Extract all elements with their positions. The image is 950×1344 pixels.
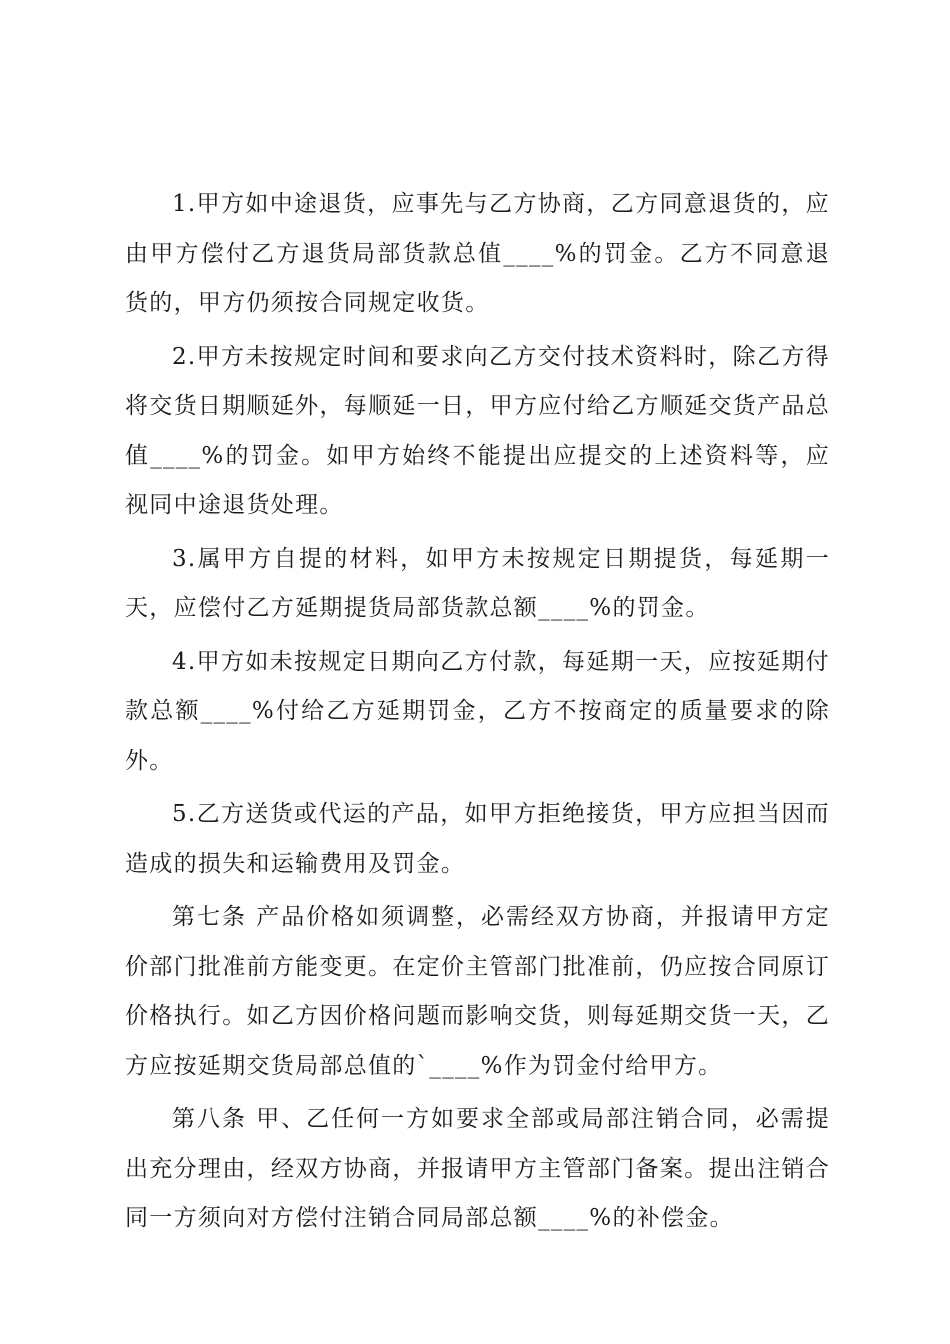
article-7-price-adjustment: 第七条 产品价格如须调整，必需经双方协商，并报请甲方定价部门批准前方能变更。在定价主管部门批准前，仍应按合同原订价格执行。如乙方因价格问题而影响交货，则每延期交货一天，乙方应按延期交货局部总值的`____%作为罚金付给甲方。 — [125, 904, 830, 1079]
clause-4-payment-delay-penalty: 4.甲方如未按规定日期向乙方付款，每延期一天，应按延期付款总额____%付给乙方延期罚金，乙方不按商定的质量要求的除外。 — [125, 648, 830, 774]
clause-2-technical-data-penalty: 2.甲方未按规定时间和要求向乙方交付技术资料时，除乙方得将交货日期顺延外，每顺延一日，甲方应付给乙方顺延交货产品总值____%的罚金。如甲方始终不能提出应提交的上述资料等，应视同中途退货处理。 — [125, 343, 830, 518]
clause-3-pickup-delay-penalty: 3.属甲方自提的材料，如甲方未按规定日期提货，每延期一天，应偿付乙方延期提货局部货款总额____%的罚金。 — [125, 545, 830, 621]
article-8-contract-cancellation: 第八条 甲、乙任何一方如要求全部或局部注销合同，必需提出充分理由，经双方协商，并报请甲方主管部门备案。提出注销合同一方须向对方偿付注销合同局部总额____%的补偿金。 — [125, 1106, 830, 1231]
document-body — [125, 180, 830, 1244]
clause-5-rejection-liability: 5.乙方送货或代运的产品，如甲方拒绝接货，甲方应担当因而造成的损失和运输费用及罚金。 — [125, 801, 830, 877]
clause-1-return-penalty: 1.甲方如中途退货，应事先与乙方协商，乙方同意退货的，应由甲方偿付乙方退货局部货款总值____%的罚金。乙方不同意退货的，甲方仍须按合同规定收货。 — [125, 191, 830, 316]
